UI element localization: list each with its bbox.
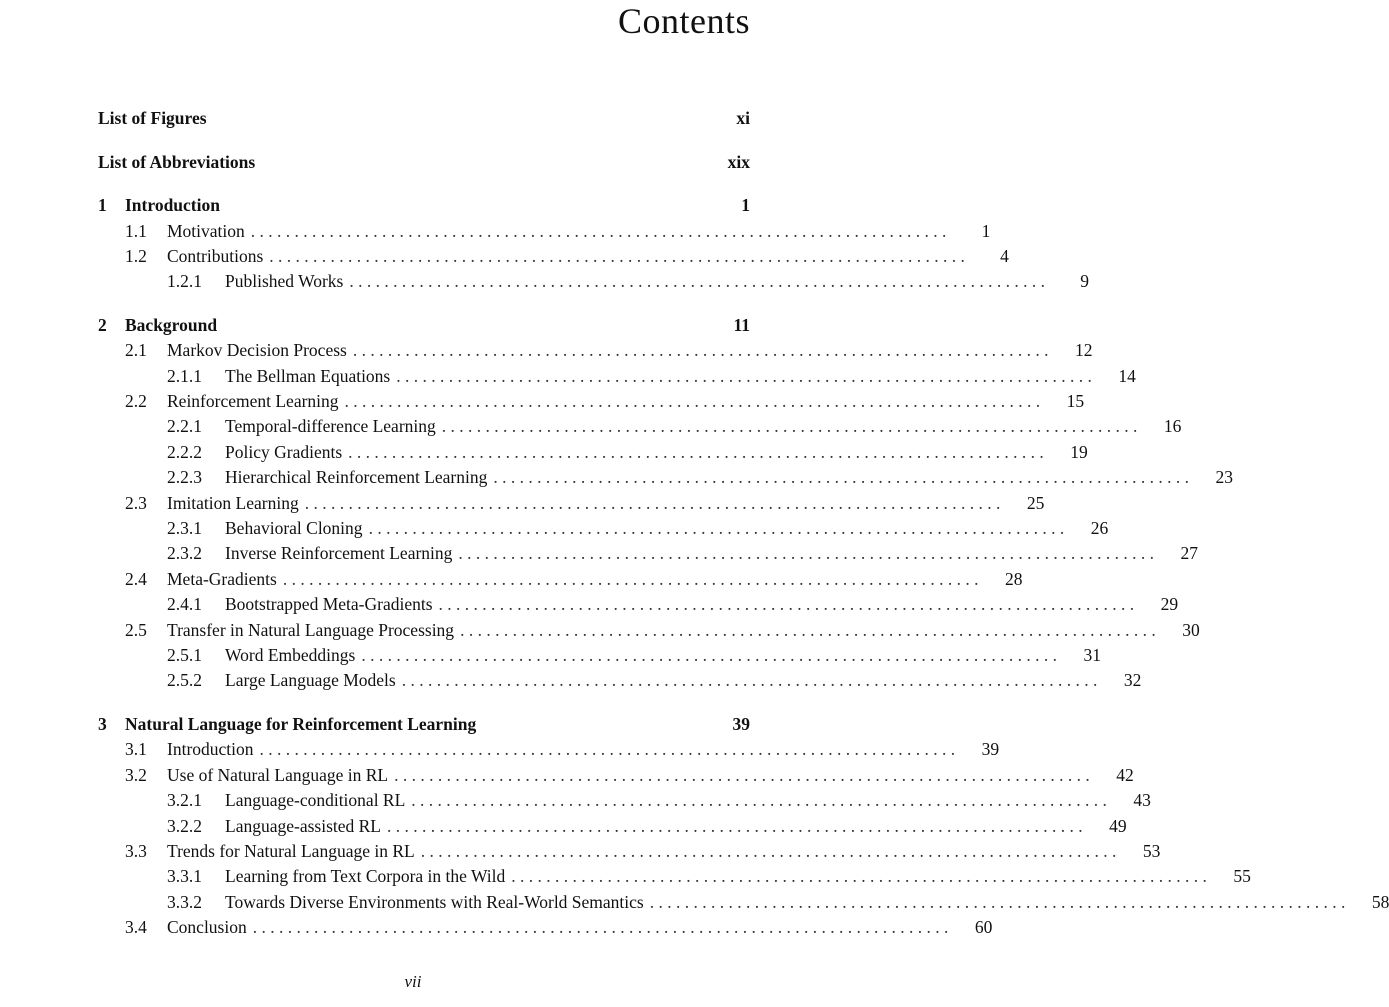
dot-leader: . . . . . . . . . . . . . . . . . . . . . . . . . . . . . . . . . . . . . . . . . . . . . . . . . . . . . . . . . . . . . . . . . . . . . . . . . . . . . . . . <box>387 815 1083 836</box>
toc-entry-subsection[interactable] <box>98 592 1179 617</box>
entry-page-number: 14 <box>1118 365 1136 386</box>
toc-entry-subsection[interactable] <box>98 890 1389 915</box>
entry-number: 2.3.2 <box>167 543 202 564</box>
entry-page-number: 9 <box>1080 271 1089 292</box>
entry-page-number: 30 <box>1182 619 1200 640</box>
entry-number: 2.4 <box>125 568 147 589</box>
entry-page-number: 23 <box>1215 467 1233 488</box>
dot-leader: . . . . . . . . . . . . . . . . . . . . . . . . . . . . . . . . . . . . . . . . . . . . . . . . . . . . . . . . . . . . . . . . . . . . . . . . . . . . . . . . <box>411 790 1107 811</box>
toc-entry-chapter[interactable] <box>98 313 750 338</box>
entry-title: The Bellman Equations <box>225 365 391 386</box>
entry-title: Towards Diverse Environments with Real-World Semantics <box>225 891 644 912</box>
entry-page-number: xi <box>736 108 750 128</box>
entry-title: Background <box>125 314 218 335</box>
entry-page-number: 19 <box>1070 441 1088 462</box>
entry-title: Temporal-difference Learning <box>225 416 436 437</box>
entry-title: Learning from Text Corpora in the Wild <box>225 866 506 887</box>
dot-leader: . . . . . . . . . . . . . . . . . . . . . . . . . . . . . . . . . . . . . . . . . . . . . . . . . . . . . . . . . . . . . . . . . . . . . . . . . . . . . . . . <box>282 568 979 589</box>
entry-page-number: 15 <box>1066 391 1085 412</box>
entry-page-number: 31 <box>1083 644 1101 665</box>
entry-title: Motivation <box>167 220 245 241</box>
toc-entry-front[interactable] <box>98 150 750 175</box>
toc-entry-chapter[interactable] <box>98 193 750 218</box>
entry-number: 2 <box>98 314 107 335</box>
entry-page-number: 11 <box>733 314 750 335</box>
entry-number: 1 <box>98 195 107 216</box>
toc-entry-front[interactable] <box>98 106 750 131</box>
entry-page-number: 29 <box>1160 594 1179 615</box>
entry-title: Reinforcement Learning <box>167 391 339 412</box>
entry-number: 2.5.1 <box>167 644 202 665</box>
entry-title: Language-conditional RL <box>225 790 406 811</box>
dot-leader: . . . . . . . . . . . . . . . . . . . . . . . . . . . . . . . . . . . . . . . . . . . . . . . . . . . . . . . . . . . . . . . . . . . . . . . . . . . . . . . . <box>349 271 1045 292</box>
dot-leader: . . . . . . . . . . . . . . . . . . . . . . . . . . . . . . . . . . . . . . . . . . . . . . . . . . . . . . . . . . . . . . . . . . . . . . . . . . . . . . . . <box>304 492 1001 513</box>
entry-title: Natural Language for Reinforcement Learning <box>125 713 477 734</box>
toc-entry-section[interactable] <box>98 839 1161 864</box>
entry-number: 1.2 <box>125 245 147 266</box>
dot-leader: . . . . . . . . . . . . . . . . . . . . . . . . . . . . . . . . . . . . . . . . . . . . . . . . . . . . . . . . . . . . . . . . . . . . . . . . . . . . . . . . <box>250 220 947 241</box>
entry-number: 3.2 <box>125 764 147 785</box>
entry-page-number: 55 <box>1233 866 1251 887</box>
entry-title: Meta-Gradients <box>167 568 277 589</box>
dot-leader: . . . . . . . . . . . . . . . . . . . . . . . . . . . . . . . . . . . . . . . . . . . . . . . . . . . . . . . . . . . . . . . . . . . . . . . . . . . . . . . . <box>438 594 1135 615</box>
entry-title: Markov Decision Process <box>167 340 347 361</box>
entry-number: 2.5 <box>125 619 147 640</box>
dot-leader: . . . . . . . . . . . . . . . . . . . . . . . . . . . . . . . . . . . . . . . . . . . . . . . . . . . . . . . . . . . . . . . . . . . . . . . . . . . . . . . . <box>348 441 1044 462</box>
toc-entry-section[interactable] <box>98 389 1085 414</box>
entry-number: 1.2.1 <box>167 271 202 292</box>
entry-title: Behavioral Cloning <box>225 518 363 539</box>
dot-leader: . . . . . . . . . . . . . . . . . . . . . . . . . . . . . . . . . . . . . . . . . . . . . . . . . . . . . . . . . . . . . . . . . . . . . . . . . . . . . . . . <box>458 543 1155 564</box>
entry-title: List of Figures <box>98 108 207 128</box>
entry-title: Introduction <box>125 195 220 216</box>
entry-page-number: 26 <box>1090 518 1109 539</box>
entry-number: 3.4 <box>125 917 147 938</box>
entry-title: Inverse Reinforcement Learning <box>225 543 453 564</box>
dot-leader: . . . . . . . . . . . . . . . . . . . . . . . . . . . . . . . . . . . . . . . . . . . . . . . . . . . . . . . . . . . . . . . . . . . . . . . . . . . . . . . . <box>396 365 1092 386</box>
page-title: Contents <box>617 1 750 41</box>
entry-page-number: 1 <box>741 195 750 216</box>
entry-number: 3.3.1 <box>167 866 202 887</box>
entry-page-number: 4 <box>1000 245 1009 266</box>
toc-entry-chapter[interactable] <box>98 712 750 737</box>
entry-title: Policy Gradients <box>225 441 343 462</box>
entry-page-number: 39 <box>732 713 750 734</box>
toc-entry-subsection[interactable] <box>98 643 1101 668</box>
entry-number: 3 <box>98 713 107 734</box>
entry-page-number: 60 <box>974 917 993 938</box>
toc-entry-section[interactable] <box>98 915 993 940</box>
entry-page-number: 32 <box>1123 670 1142 691</box>
entry-title: List of Abbreviations <box>98 151 256 172</box>
entry-number: 1.1 <box>125 220 147 241</box>
dot-leader: . . . . . . . . . . . . . . . . . . . . . . . . . . . . . . . . . . . . . . . . . . . . . . . . . . . . . . . . . . . . . . . . . . . . . . . . . . . . . . . . <box>420 840 1117 861</box>
entry-page-number: 16 <box>1163 416 1182 437</box>
entry-page-number: 49 <box>1109 815 1127 836</box>
entry-number: 2.2.1 <box>167 416 202 437</box>
entry-number: 2.3 <box>125 492 147 513</box>
toc-entry-subsection[interactable] <box>98 364 1136 389</box>
entry-page-number: 27 <box>1180 543 1199 564</box>
entry-title: Hierarchical Reinforcement Learning <box>225 467 488 488</box>
entry-number: 3.1 <box>125 739 147 760</box>
entry-title: Large Language Models <box>225 670 396 691</box>
entry-number: 2.2.3 <box>167 467 202 488</box>
toc-entry-section[interactable] <box>98 763 1134 788</box>
dot-leader: . . . . . . . . . . . . . . . . . . . . . . . . . . . . . . . . . . . . . . . . . . . . . . . . . . . . . . . . . . . . . . . . . . . . . . . . . . . . . . . . <box>352 340 1049 361</box>
entry-number: 2.2.2 <box>167 441 202 462</box>
entry-title: Contributions <box>167 245 264 266</box>
dot-leader: . . . . . . . . . . . . . . . . . . . . . . . . . . . . . . . . . . . . . . . . . . . . . . . . . . . . . . . . . . . . . . . . . . . . . . . . . . . . . . . . <box>511 866 1207 887</box>
entry-title: Word Embeddings <box>225 644 356 665</box>
toc-entry-section[interactable] <box>98 618 1200 643</box>
toc-entry-subsection[interactable] <box>98 864 1251 889</box>
dot-leader: . . . . . . . . . . . . . . . . . . . . . . . . . . . . . . . . . . . . . . . . . . . . . . . . . . . . . . . . . . . . . . . . . . . . . . . . . . . . . . . . <box>493 467 1189 488</box>
dot-leader: . . . . . . . . . . . . . . . . . . . . . . . . . . . . . . . . . . . . . . . . . . . . . . . . . . . . . . . . . . . . . . . . . . . . . . . . . . . . . . . . <box>344 391 1041 412</box>
entry-number: 2.4.1 <box>167 594 202 615</box>
entry-title: Transfer in Natural Language Processing <box>167 619 455 640</box>
dot-leader: . . . . . . . . . . . . . . . . . . . . . . . . . . . . . . . . . . . . . . . . . . . . . . . . . . . . . . . . . . . . . . . . . . . . . . . . . . . . . . . . <box>460 619 1156 640</box>
toc-entry-subsection[interactable] <box>98 541 1199 566</box>
entry-page-number: 58 <box>1371 891 1389 912</box>
entry-page-number: 43 <box>1133 790 1151 811</box>
dot-leader: . . . . . . . . . . . . . . . . . . . . . . . . . . . . . . . . . . . . . . . . . . . . . . . . . . . . . . . . . . . . . . . . . . . . . . . . . . . . . . . . <box>394 764 1090 785</box>
toc-entry-subsection[interactable] <box>98 668 1142 693</box>
entry-title: Conclusion <box>167 917 247 938</box>
entry-title: Use of Natural Language in RL <box>167 764 389 785</box>
entry-page-number: xix <box>727 151 750 172</box>
entry-page-number: 42 <box>1116 764 1134 785</box>
toc-entry-subsection[interactable] <box>98 516 1109 541</box>
toc-entry-subsection[interactable] <box>98 414 1182 439</box>
entry-page-number: 12 <box>1074 340 1093 361</box>
toc-entry-subsection[interactable] <box>98 814 1127 839</box>
entry-page-number: 39 <box>981 739 1000 760</box>
entry-title: Bootstrapped Meta-Gradients <box>225 594 433 615</box>
entry-number: 3.3.2 <box>167 891 202 912</box>
toc-entry-section[interactable] <box>98 338 1093 363</box>
toc-entry-subsection[interactable] <box>98 788 1151 813</box>
toc-entry-section[interactable] <box>98 567 1023 592</box>
dot-leader: . . . . . . . . . . . . . . . . . . . . . . . . . . . . . . . . . . . . . . . . . . . . . . . . . . . . . . . . . . . . . . . . . . . . . . . . . . . . . . . . <box>401 670 1098 691</box>
entry-number: 2.2 <box>125 391 147 412</box>
dot-leader: . . . . . . . . . . . . . . . . . . . . . . . . . . . . . . . . . . . . . . . . . . . . . . . . . . . . . . . . . . . . . . . . . . . . . . . . . . . . . . . . <box>252 917 949 938</box>
entry-title: Imitation Learning <box>167 492 299 513</box>
toc-entry-subsection[interactable] <box>98 269 1089 294</box>
entry-page-number: 1 <box>981 220 991 241</box>
entry-title: Language-assisted RL <box>225 815 381 836</box>
table-of-contents <box>98 106 1389 940</box>
toc-entry-section[interactable] <box>98 219 991 244</box>
dot-leader: . . . . . . . . . . . . . . . . . . . . . . . . . . . . . . . . . . . . . . . . . . . . . . . . . . . . . . . . . . . . . . . . . . . . . . . . . . . . . . . . <box>649 891 1346 912</box>
entry-number: 2.1 <box>125 340 147 361</box>
dot-leader: . . . . . . . . . . . . . . . . . . . . . . . . . . . . . . . . . . . . . . . . . . . . . . . . . . . . . . . . . . . . . . . . . . . . . . . . . . . . . . . . <box>441 416 1138 437</box>
entry-number: 2.5.2 <box>167 670 202 691</box>
entry-page-number: 53 <box>1142 840 1161 861</box>
entry-number: 2.1.1 <box>167 365 202 386</box>
dot-leader: . . . . . . . . . . . . . . . . . . . . . . . . . . . . . . . . . . . . . . . . . . . . . . . . . . . . . . . . . . . . . . . . . . . . . . . . . . . . . . . . <box>368 518 1065 539</box>
page-number: vii <box>404 972 422 991</box>
toc-entry-subsection[interactable] <box>98 465 1233 490</box>
entry-title: Introduction <box>167 739 254 760</box>
entry-page-number: 25 <box>1026 492 1045 513</box>
entry-page-number: 28 <box>1004 568 1023 589</box>
toc-entry-section[interactable] <box>98 244 1009 269</box>
entry-number: 3.3 <box>125 840 147 861</box>
entry-title: Published Works <box>225 271 344 292</box>
toc-entry-section[interactable] <box>98 737 1000 762</box>
entry-number: 3.2.1 <box>167 790 202 811</box>
dot-leader: . . . . . . . . . . . . . . . . . . . . . . . . . . . . . . . . . . . . . . . . . . . . . . . . . . . . . . . . . . . . . . . . . . . . . . . . . . . . . . . . <box>259 739 956 760</box>
toc-entry-subsection[interactable] <box>98 440 1088 465</box>
dot-leader: . . . . . . . . . . . . . . . . . . . . . . . . . . . . . . . . . . . . . . . . . . . . . . . . . . . . . . . . . . . . . . . . . . . . . . . . . . . . . . . . <box>269 245 965 266</box>
toc-entry-section[interactable] <box>98 491 1045 516</box>
dot-leader: . . . . . . . . . . . . . . . . . . . . . . . . . . . . . . . . . . . . . . . . . . . . . . . . . . . . . . . . . . . . . . . . . . . . . . . . . . . . . . . . <box>361 644 1057 665</box>
entry-title: Trends for Natural Language in RL <box>167 840 415 861</box>
entry-number: 2.3.1 <box>167 518 202 539</box>
entry-number: 3.2.2 <box>167 815 202 836</box>
